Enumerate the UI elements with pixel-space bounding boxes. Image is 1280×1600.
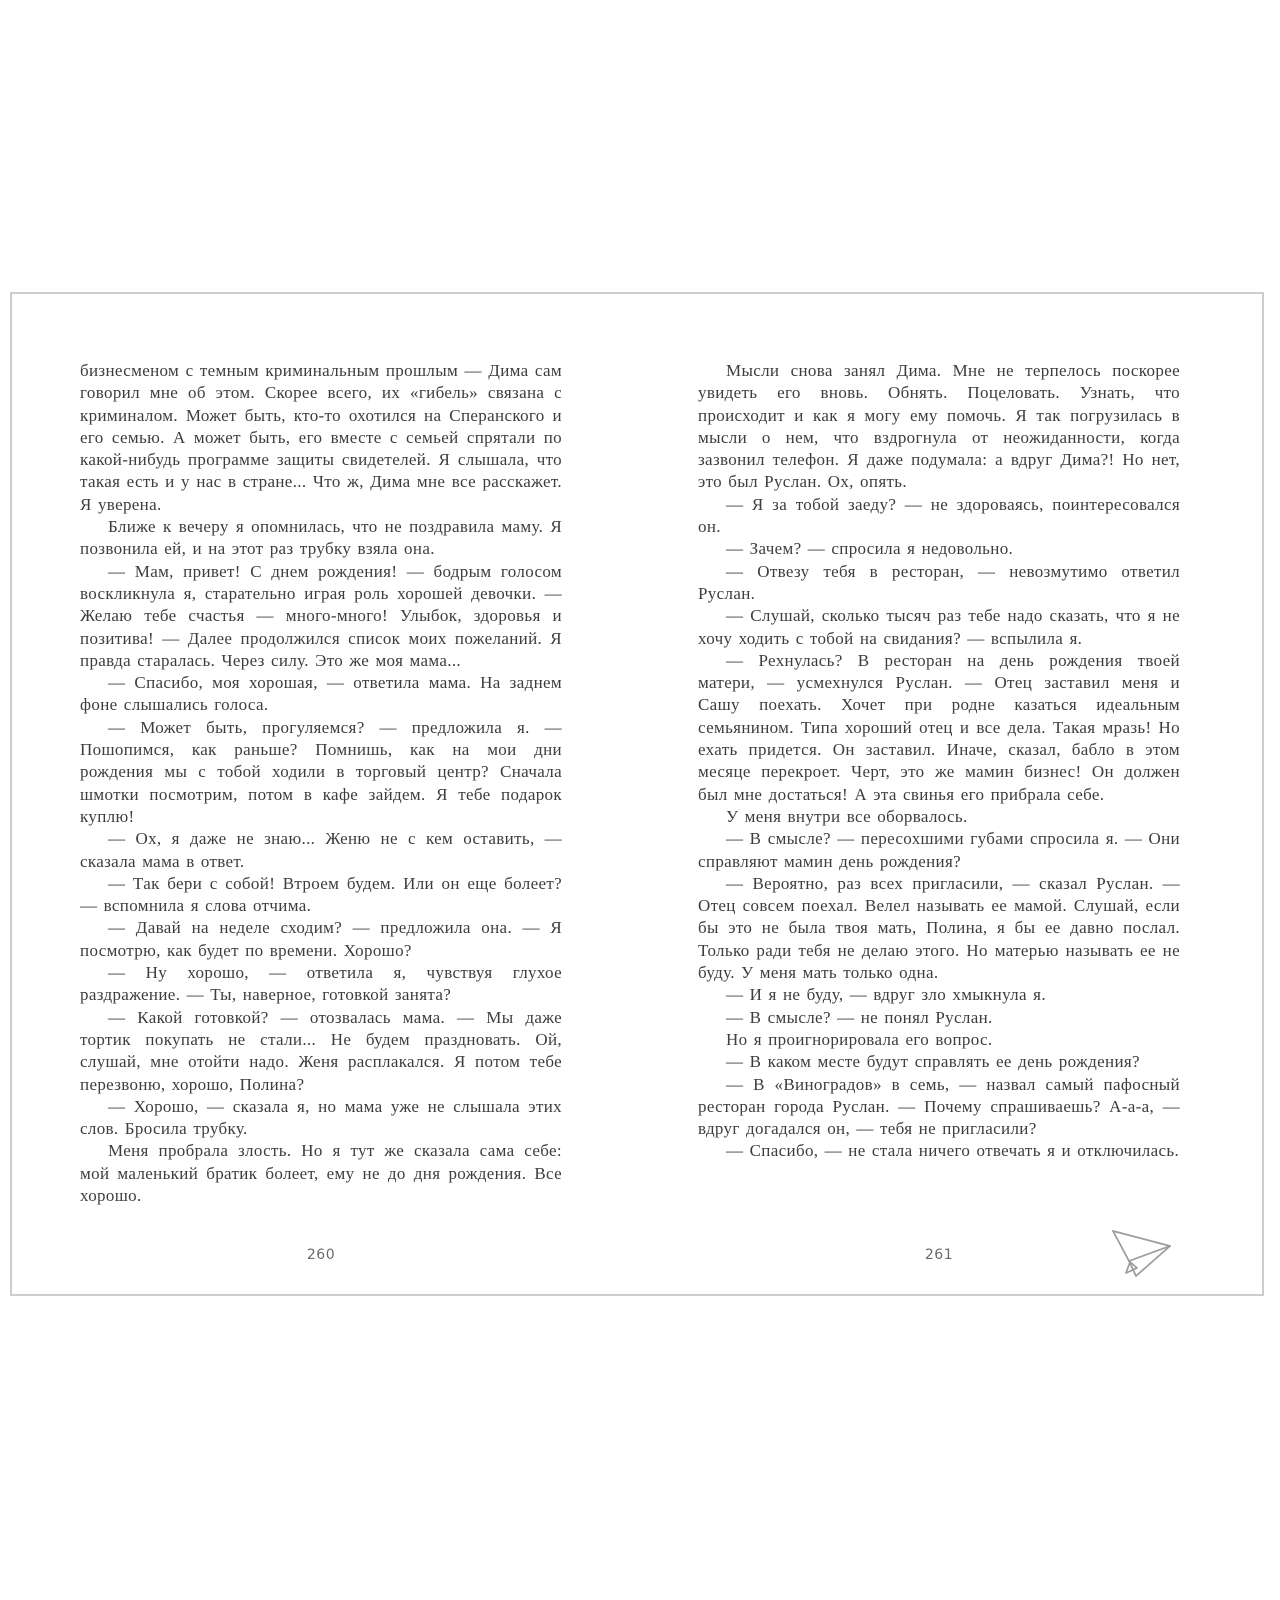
paragraph: — В смысле? — пересохшими губами спросила я. — Они справляют мамин день рождения? bbox=[698, 829, 1180, 871]
paragraph: Мысли снова занял Дима. Мне не терпелось поскорее увидеть его вновь. Обнять. Поцеловать. Узнать, что происходит и как я могу ему помочь. Я так погрузилась в мысли о нем, что вздрогнула от неожиданности, когда зазвонил телефон. Я даже подумала: а вдруг Дима?! Но нет, это был Руслан. Ох, опять. bbox=[698, 361, 1180, 492]
paragraph: — Хорошо, — сказала я, но мама уже не слышала этих слов. Бросила трубку. bbox=[80, 1096, 562, 1139]
paragraph: — Какой готовкой? — отозвалась мама. — Мы даже тортик покупать не стали... Не будем праздновать. Ой, слушай, мне отойти надо. Женя расплакался. Я потом тебе перезвоню, хорошо, Полина? bbox=[80, 1007, 562, 1094]
paragraph: — Ну хорошо, — ответила я, чувствуя глухое раздражение. — Ты, наверное, готовкой занята? bbox=[80, 963, 562, 1005]
paragraph: — Спасибо, — не стала ничего отвечать я и отключилась. bbox=[726, 1141, 1180, 1161]
paragraph: — Мам, привет! С днем рождения! — бодрым голосом воскликнула я, старательно играя роль хорошей девочки. — Желаю тебе счастья — много-много! Улыбок, здоровья и позитива! — Далее продолжился список моих пожеланий. Я правда старалась. Через силу. Это же моя мама... bbox=[80, 561, 562, 670]
paper-plane-icon[interactable] bbox=[1108, 1226, 1176, 1282]
page-number-left: 260 bbox=[306, 1247, 336, 1263]
paragraph: — Давай на неделе сходим? — предложила она. — Я посмотрю, как будет по времени. Хорошо? bbox=[80, 918, 562, 960]
paragraph: Меня пробрала злость. Но я тут же сказала сама себе: мой маленький братик болеет, ему не до дня рождения. Все хорошо. bbox=[80, 1141, 562, 1205]
page-left-text bbox=[80, 360, 562, 1207]
paragraph: — Рехнулась? В ресторан на день рождения твоей матери, — усмехнулся Руслан. — Отец заставил меня и Сашу поехать. Хочет при родне казаться идеальным семьянином. Типа хороший отец и все дела. Такая мразь! Но ехать придется. Он заставил. Иначе, сказал, бабло в этом месяце перекроет. Черт, это же мамин бизнес! Он должен был мне достаться! А эта свинья его прибрала себе. bbox=[698, 650, 1180, 804]
paragraph: Ближе к вечеру я опомнилась, что не поздравила маму. Я позвонила ей, и на этот раз трубку взяла она. bbox=[80, 517, 562, 559]
paragraph: — Так бери с собой! Втроем будем. Или он еще болеет? — вспомнила я слова отчима. bbox=[80, 873, 562, 916]
paragraph: — В «Виноградов» в семь, — назвал самый пафосный ресторан города Руслан. — Почему спрашиваешь? А-а-а, — вдруг догадался он, — тебя не пригласили? bbox=[698, 1074, 1180, 1139]
paragraph: — Отвезу тебя в ресторан, — невозмутимо ответил Руслан. bbox=[698, 561, 1180, 603]
paragraph: — Может быть, прогуляемся? — предложила я. — Пошопимся, как раньше? Помнишь, как на мои дни рождения мы с тобой ходили в торговый центр? Сначала шмотки посмотрим, потом в кафе зайдем. Я тебе подарок куплю! bbox=[80, 717, 562, 826]
paragraph: — Спасибо, моя хорошая, — ответила мама. На заднем фоне слышались голоса. bbox=[80, 673, 562, 715]
paragraph: — Вероятно, раз всех пригласили, — сказал Руслан. — Отец совсем поехал. Велел называть ее мамой. Слушай, если бы это не была твоя мать, Полина, я бы ее давно послал. Только ради тебя не делаю этого. Но матерью называть ее не буду. У меня мать только одна. bbox=[698, 873, 1180, 983]
paragraph: бизнесменом с темным криминальным прошлым — Дима сам говорил мне об этом. Скорее всего, их «гибель» связана с криминалом. Может быть, кто-то охотился на Сперанского и его семью. А может быть, его вместе с семьей спрятали по какой-нибудь программе защиты свидетелей. Я слышала, что такая есть и у нас в стране... Что ж, Дима мне все расскажет. Я уверена. bbox=[80, 361, 562, 514]
paragraph: — В смысле? — не понял Руслан. bbox=[726, 1007, 993, 1027]
paragraph: — Я за тобой заеду? — не здороваясь, поинтересовался он. bbox=[698, 494, 1180, 537]
page-number-right: 261 bbox=[924, 1247, 954, 1263]
paragraph: У меня внутри все оборвалось. bbox=[726, 806, 968, 826]
paragraph: — Зачем? — спросила я недовольно. bbox=[726, 539, 1014, 559]
paragraph: — И я не буду, — вдруг зло хмыкнула я. bbox=[726, 985, 1046, 1005]
paragraph: Но я проигнорировала его вопрос. bbox=[726, 1029, 993, 1049]
paragraph: — В каком месте будут справлять ее день рождения? bbox=[726, 1052, 1140, 1072]
page-right-text bbox=[698, 360, 1180, 1163]
paragraph: — Ох, я даже не знаю... Женю не с кем оставить, — сказала мама в ответ. bbox=[80, 829, 562, 871]
paragraph: — Слушай, сколько тысяч раз тебе надо сказать, что я не хочу ходить с тобой на свидания? — вспылила я. bbox=[698, 606, 1180, 648]
